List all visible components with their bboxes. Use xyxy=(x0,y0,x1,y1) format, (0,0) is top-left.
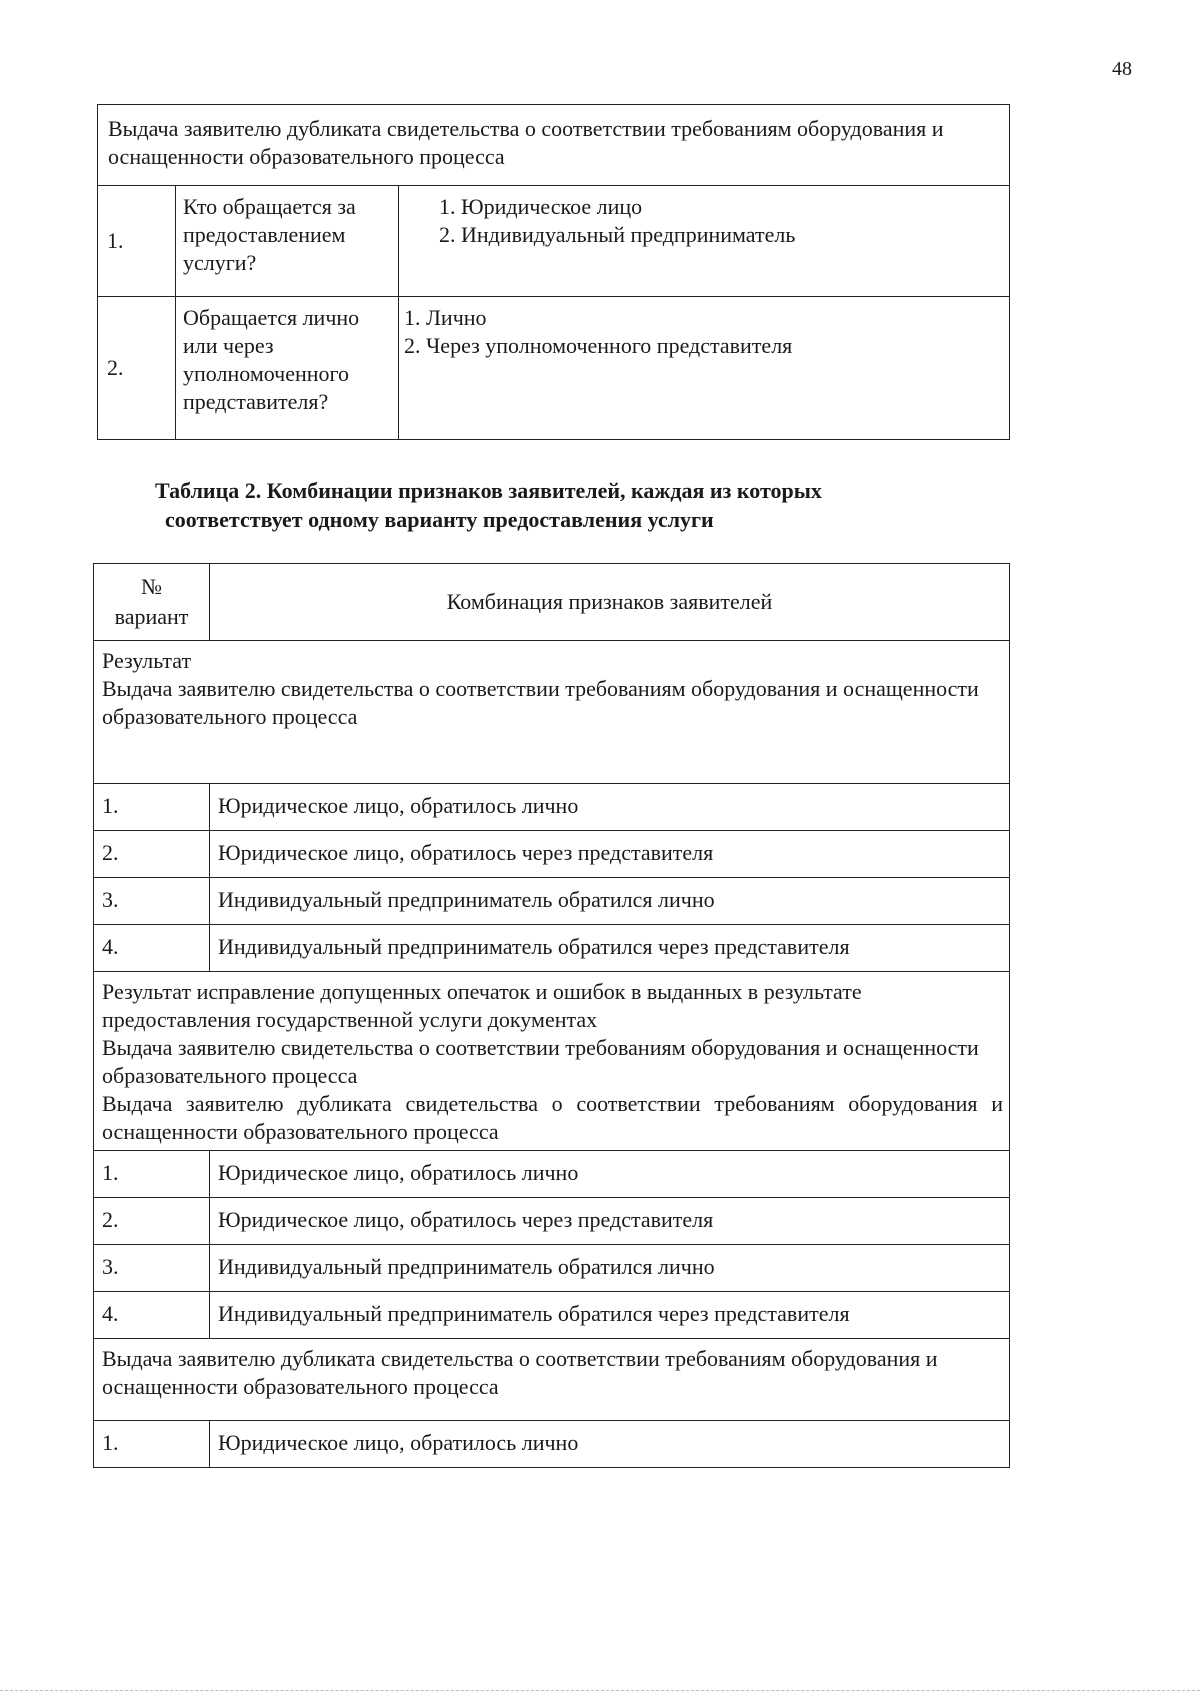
variant-text: Индивидуальный предприниматель обратился через представителя xyxy=(210,1292,1010,1339)
section-row xyxy=(94,972,1010,1151)
variant-number: 1. xyxy=(94,1421,210,1468)
variant-text: Юридическое лицо, обратилось через представителя xyxy=(210,1198,1010,1245)
table-row xyxy=(94,1151,1010,1198)
table-row xyxy=(94,1245,1010,1292)
variant-number: 2. xyxy=(94,831,210,878)
variant-text: Юридическое лицо, обратилось лично xyxy=(210,1421,1010,1468)
criterion-question: Обращается лично или через уполномоченного представителя? xyxy=(176,297,399,440)
page-number: 48 xyxy=(1112,58,1132,80)
table-row xyxy=(98,186,1010,297)
criterion-answers xyxy=(399,297,1010,440)
section-line: Выдача заявителю свидетельства о соответствии требованиям оборудования и оснащенности образовательного процесса xyxy=(102,676,979,729)
variant-text: Индивидуальный предприниматель обратился через представителя xyxy=(210,925,1010,972)
variant-number: 3. xyxy=(94,878,210,925)
table-row xyxy=(94,878,1010,925)
table-row xyxy=(94,1292,1010,1339)
row-number: 2. xyxy=(98,297,176,440)
section-title xyxy=(94,1339,1010,1421)
variant-number: 4. xyxy=(94,925,210,972)
variant-number: 1. xyxy=(94,1151,210,1198)
criterion-question: Кто обращается за предоставлением услуги? xyxy=(176,186,399,297)
criterion-answers xyxy=(399,186,1010,297)
header-line: вариант xyxy=(114,604,189,629)
table-caption xyxy=(155,476,1015,534)
service-criteria-table xyxy=(97,104,1010,440)
section-line: Выдача заявителю свидетельства о соответствии требованиям оборудования и оснащенности образовательного процесса xyxy=(102,1035,979,1088)
combination-header: Комбинация признаков заявителей xyxy=(210,564,1010,641)
variant-text: Юридическое лицо, обратилось через представителя xyxy=(210,831,1010,878)
header-line: № xyxy=(141,574,162,599)
table-row xyxy=(98,297,1010,440)
table-row xyxy=(94,784,1010,831)
table-row xyxy=(94,1198,1010,1245)
section-row xyxy=(94,1339,1010,1421)
table-row xyxy=(94,831,1010,878)
variant-number: 1. xyxy=(94,784,210,831)
answer-item: 1. Лично xyxy=(404,305,487,330)
section-line: Результат исправление допущенных опечаток и ошибок в выданных в результате предоставления государственной услуги документах xyxy=(102,979,862,1032)
variant-text: Индивидуальный предприниматель обратился лично xyxy=(210,1245,1010,1292)
scan-edge-divider xyxy=(0,1690,1200,1691)
table-header-row xyxy=(94,564,1010,641)
section-title xyxy=(94,641,1010,784)
variant-number-header xyxy=(94,564,210,641)
section-line: Выдача заявителю дубликата свидетельства о соответствии требованиям оборудования и оснащенности образовательного процесса xyxy=(102,1346,938,1399)
row-number: 1. xyxy=(98,186,176,297)
table-row xyxy=(94,925,1010,972)
section-title xyxy=(94,972,1010,1151)
variant-number: 3. xyxy=(94,1245,210,1292)
variant-number: 4. xyxy=(94,1292,210,1339)
variant-text: Индивидуальный предприниматель обратился лично xyxy=(210,878,1010,925)
section-row xyxy=(94,641,1010,784)
section-line: Результат xyxy=(102,648,192,673)
table-heading: Выдача заявителю дубликата свидетельства о соответствии требованиям оборудования и оснащенности образовательного процесса xyxy=(98,105,1010,186)
answer-item: 1. Юридическое лицо xyxy=(439,194,643,219)
answer-item: 2. Через уполномоченного представителя xyxy=(404,333,793,358)
variant-number: 2. xyxy=(94,1198,210,1245)
variant-text: Юридическое лицо, обратилось лично xyxy=(210,1151,1010,1198)
applicant-combinations-table xyxy=(93,563,1010,1468)
caption-line: соответствует одному варианту предоставления услуги xyxy=(165,507,714,532)
table-row xyxy=(94,1421,1010,1468)
table-heading-row xyxy=(98,105,1010,186)
caption-line: Таблица 2. Комбинации признаков заявителей, каждая из которых xyxy=(155,478,822,503)
variant-text: Юридическое лицо, обратилось лично xyxy=(210,784,1010,831)
answer-item: 2. Индивидуальный предприниматель xyxy=(439,222,796,247)
section-line: Выдача заявителю дубликата свидетельства о соответствии требованиям оборудования и оснащенности образовательного процесса xyxy=(102,1091,1003,1144)
